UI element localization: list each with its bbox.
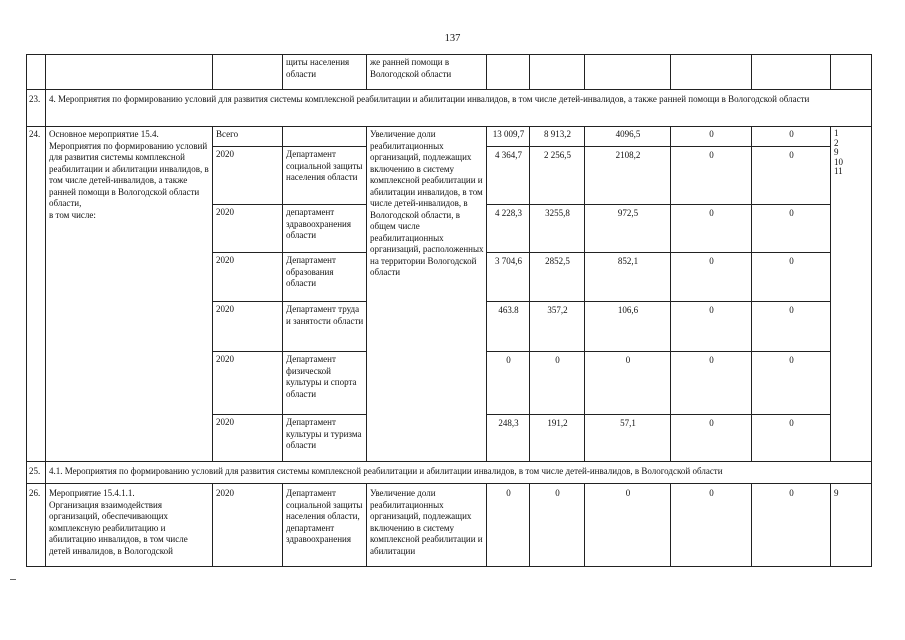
cell-year: 2020 <box>213 352 283 415</box>
cell-value: 0 <box>585 352 671 415</box>
cell-value: 0 <box>752 352 831 415</box>
cell-indicator: Увеличение доли реабилитационных организаций, подлежащих включению в систему комплексной реабилитации и абилитации <box>367 484 487 567</box>
cell-indicator: же ранней помощи в Вологодской области <box>367 55 487 90</box>
cell-dept <box>283 127 367 147</box>
table-row <box>27 484 872 567</box>
cell-year: 2020 <box>213 484 283 567</box>
cell-links: 9 <box>831 484 872 567</box>
cell-dept: Департамент культуры и туризма области <box>283 415 367 462</box>
cell-dept: Департамент физической культуры и спорта области <box>283 352 367 415</box>
cell-year: 2020 <box>213 205 283 253</box>
cell-year <box>213 55 283 90</box>
table-row-section <box>27 90 872 127</box>
cell-value: 106,6 <box>585 302 671 352</box>
cell-value <box>585 55 671 90</box>
cell-value: 0 <box>752 253 831 302</box>
cell-value: 8 913,2 <box>530 127 585 147</box>
cell-value: 972,5 <box>585 205 671 253</box>
cell-name: Основное мероприятие 15.4. Мероприятия по формированию условий для развития системы комплексной реабилитации и абилитации инвалидов, в том числе детей-инвалидов, а также ранней помощи в Вологодской области области, в том числе: <box>46 127 213 462</box>
cell-year: 2020 <box>213 253 283 302</box>
row-number: 26. <box>27 484 46 567</box>
cell-value <box>671 55 752 90</box>
table-row-continued <box>27 55 872 90</box>
cell-value: 0 <box>671 415 752 462</box>
cell-value: 0 <box>585 484 671 567</box>
cell-value: 0 <box>530 484 585 567</box>
cell-value: 57,1 <box>585 415 671 462</box>
cell-value <box>487 55 530 90</box>
cell-value: 0 <box>487 484 530 567</box>
cell-indicator: Увеличение доли реабилитационных организаций, подлежащих включению в систему комплексной реабилитации и абилитации инвалидов, в том числе детей-инвалидов, в Вологодской области, в общем числе реабилитационных организаций, расположенных на территории Вологодской области <box>367 127 487 462</box>
cell-year: 2020 <box>213 147 283 205</box>
row-number: 23. <box>27 90 46 127</box>
cell-value: 0 <box>671 302 752 352</box>
cell-value <box>752 55 831 90</box>
cell-year: 2020 <box>213 415 283 462</box>
table-row <box>27 127 872 147</box>
cell-value: 0 <box>671 147 752 205</box>
cell-dept: Департамент труда и занятости области <box>283 302 367 352</box>
program-table <box>26 54 872 567</box>
cell-year: 2020 <box>213 302 283 352</box>
row-number: 24. <box>27 127 46 462</box>
cell-value: 0 <box>752 205 831 253</box>
cell-year: Всего <box>213 127 283 147</box>
cell-value: 0 <box>752 484 831 567</box>
cell-name <box>46 55 213 90</box>
margin-mark <box>10 579 16 580</box>
cell-value: 2108,2 <box>585 147 671 205</box>
table-row-section <box>27 462 872 484</box>
cell-links: 1 2 9 10 11 <box>831 127 872 462</box>
cell-value: 0 <box>530 352 585 415</box>
page-number: 137 <box>444 33 461 44</box>
cell-value: 0 <box>671 127 752 147</box>
cell-value <box>530 55 585 90</box>
cell-value: 2 256,5 <box>530 147 585 205</box>
section-heading: 4. Мероприятия по формированию условий для развития системы комплексной реабилитации и абилитации инвалидов, в том числе детей-инвалидов, а также ранней помощи в Вологодской области <box>46 90 872 127</box>
cell-links <box>831 55 872 90</box>
cell-value: 0 <box>752 127 831 147</box>
cell-value: 0 <box>752 302 831 352</box>
cell-value: 0 <box>671 484 752 567</box>
cell-value: 0 <box>752 415 831 462</box>
cell-value: 3255,8 <box>530 205 585 253</box>
cell-value: 0 <box>752 147 831 205</box>
cell-value: 0 <box>671 352 752 415</box>
cell-dept: Департамент социальной защиты населения области, департамент здравоохранения <box>283 484 367 567</box>
cell-value: 2852,5 <box>530 253 585 302</box>
cell-value: 191,2 <box>530 415 585 462</box>
cell-dept: щиты населения области <box>283 55 367 90</box>
cell-dept: департамент здравоохранения области <box>283 205 367 253</box>
cell-dept: Департамент образования области <box>283 253 367 302</box>
cell-value: 852,1 <box>585 253 671 302</box>
section-heading: 4.1. Мероприятия по формированию условий для развития системы комплексной реабилитации и абилитации инвалидов, в том числе детей-инвалидов, в Вологодской области <box>46 462 872 484</box>
cell-value: 4 364,7 <box>487 147 530 205</box>
cell-dept: Департамент социальной защиты населения области <box>283 147 367 205</box>
row-number: 25. <box>27 462 46 484</box>
cell-num <box>27 55 46 90</box>
cell-value: 0 <box>671 205 752 253</box>
cell-value: 4096,5 <box>585 127 671 147</box>
cell-value: 4 228,3 <box>487 205 530 253</box>
cell-value: 0 <box>487 352 530 415</box>
cell-value: 463.8 <box>487 302 530 352</box>
cell-value: 3 704,6 <box>487 253 530 302</box>
cell-value: 357,2 <box>530 302 585 352</box>
cell-value: 13 009,7 <box>487 127 530 147</box>
cell-name: Мероприятие 15.4.1.1. Организация взаимодействия организаций, обеспечивающих комплексную реабилитацию и абилитацию инвалидов, в том числе детей инвалидов, в Вологодской <box>46 484 213 567</box>
cell-value: 0 <box>671 253 752 302</box>
cell-value: 248,3 <box>487 415 530 462</box>
